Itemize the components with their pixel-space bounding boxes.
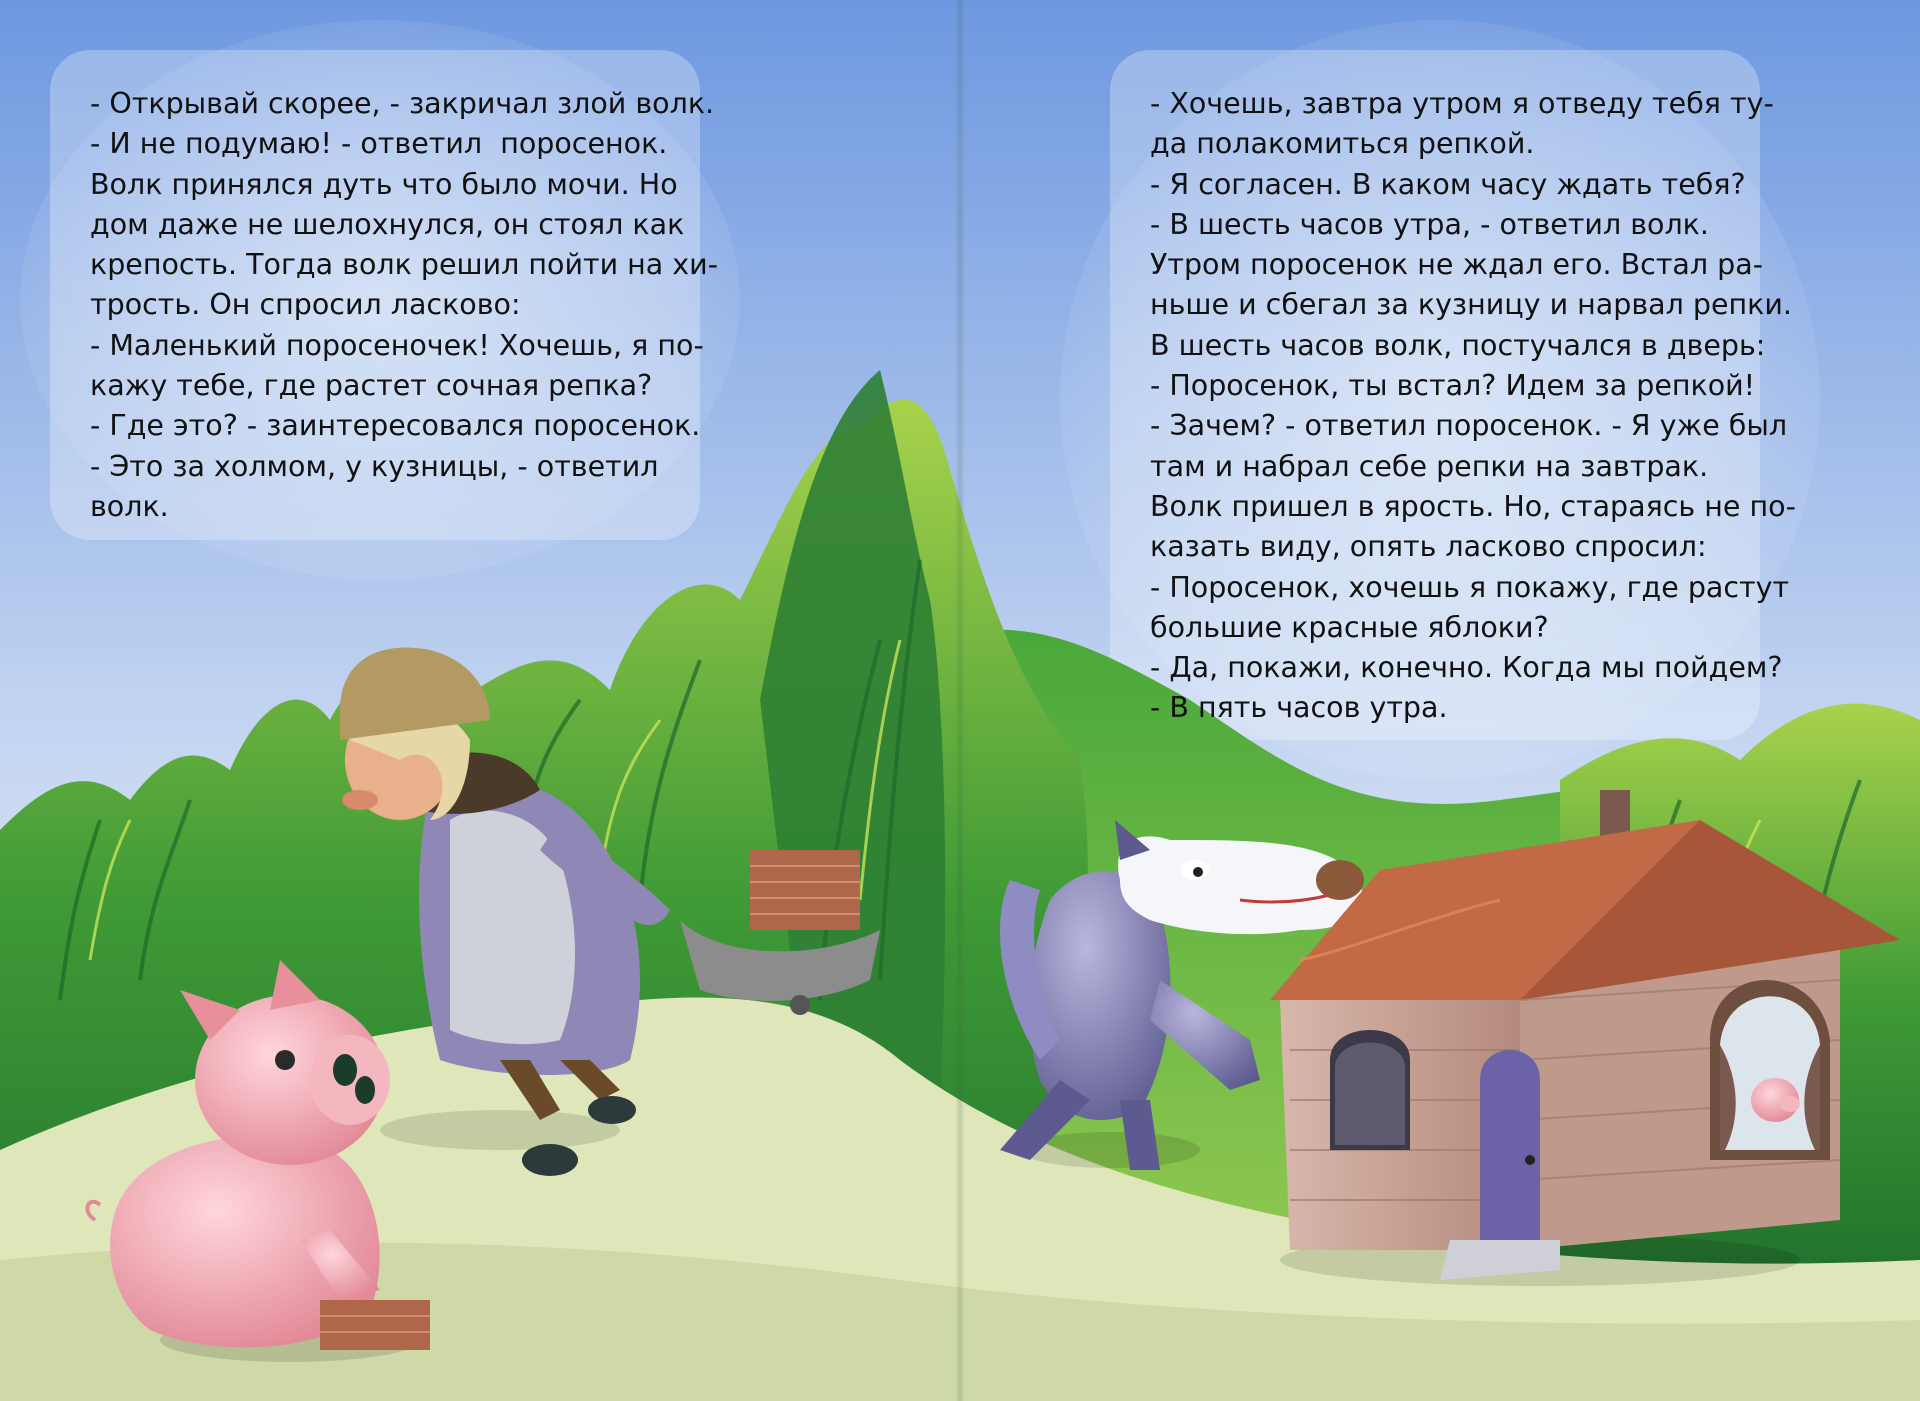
right-line-11: Волк пришел в ярость. Но, стараясь не по-	[1150, 489, 1796, 523]
left-line-6: трость. Он спросил ласково:	[90, 288, 521, 322]
left-line-9: - Где это? - заинтересовался поросенок.	[90, 409, 701, 443]
left-line-5: крепость. Тогда волк решил пойти на хи-	[90, 248, 718, 282]
right-line-1: - Хочешь, завтра утром я отведу тебя ту-	[1150, 87, 1774, 120]
right-page-text	[1150, 84, 1796, 729]
left-line-10: - Это за холмом, у кузницы, - ответил	[90, 449, 659, 483]
right-line-12: казать виду, опять ласково спросил:	[1150, 530, 1707, 564]
page-fold	[955, 0, 965, 1401]
right-line-14: большие красные яблоки?	[1150, 610, 1549, 644]
left-line-1: - Открывай скорее, - закричал злой волк.	[90, 87, 715, 120]
right-line-15: - Да, покажи, конечно. Когда мы пойдем?	[1150, 651, 1783, 685]
left-line-4: дом даже не шелохнулся, он стоял как	[90, 207, 685, 241]
left-page-text	[90, 84, 718, 527]
right-line-8: - Поросенок, ты встал? Идем за репкой!	[1150, 369, 1756, 403]
right-line-10: там и набрал себе репки на завтрак.	[1150, 449, 1709, 483]
right-line-5: Утром поросенок не ждал его. Встал ра-	[1150, 248, 1764, 282]
left-line-7: - Маленький поросеночек! Хочешь, я по-	[90, 328, 704, 362]
right-line-6: ньше и сбегал за кузницу и нарвал репки.	[1150, 288, 1792, 322]
right-line-7: В шесть часов волк, постучался в дверь:	[1150, 328, 1766, 362]
left-line-8: кажу тебе, где растет сочная репка?	[90, 369, 653, 403]
right-line-9: - Зачем? - ответил поросенок. - Я уже был	[1150, 409, 1788, 443]
right-line-3: - Я согласен. В каком часу ждать тебя?	[1150, 167, 1746, 201]
right-line-16: - В пять часов утра.	[1150, 691, 1448, 725]
right-line-2: да полакомиться репкой.	[1150, 127, 1535, 161]
right-line-4: - В шесть часов утра, - ответил волк.	[1150, 207, 1709, 241]
right-line-13: - Поросенок, хочешь я покажу, где растут	[1150, 570, 1790, 604]
left-line-11: волк.	[90, 489, 169, 523]
left-line-2: - И не подумаю! - ответил поросенок.	[90, 127, 668, 161]
left-line-3: Волк принялся дуть что было мочи. Но	[90, 167, 678, 201]
